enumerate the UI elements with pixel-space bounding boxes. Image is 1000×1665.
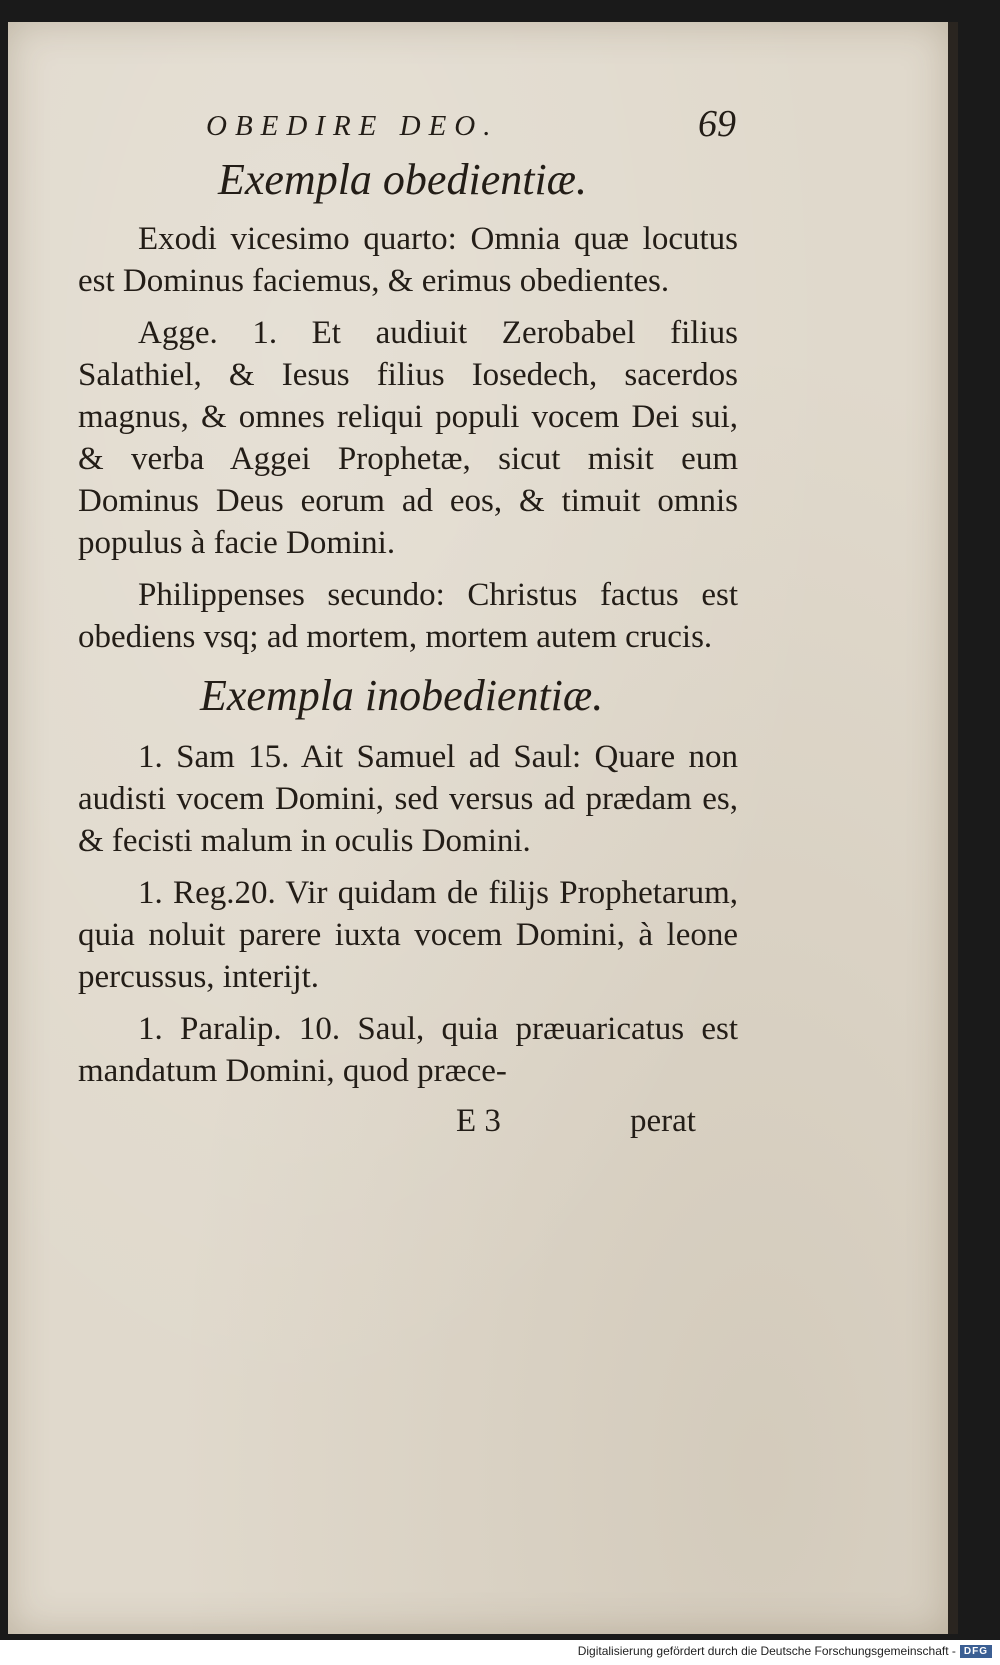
- section-heading-inobedientiae: Exempla inobedientiæ.: [200, 671, 604, 720]
- paragraph-paralipomenon: 1. Paralip. 10. Saul, quia præuaricatus est mandatum Domini, quod præce-: [78, 1011, 738, 1089]
- page-edge: [948, 22, 958, 1634]
- catchline: [78, 1100, 738, 1146]
- dfg-logo: DFG: [960, 1645, 992, 1658]
- paragraph-exodus: Exodi vicesimo quarto: Omnia quæ locutus est Dominus faciemus, & erimus obedientes.: [78, 221, 738, 299]
- page-number: 69: [698, 103, 736, 145]
- paragraph-regum: 1. Reg.20. Vir quidam de filijs Prophetarum, quia noluit parere iuxta vocem Domini, à leone percussus, interijt.: [78, 875, 738, 995]
- paragraph-samuel: 1. Sam 15. Ait Samuel ad Saul: Quare non audisti vocem Domini, sed versus ad prædam es, & fecisti malum in oculis Domini.: [78, 739, 738, 859]
- running-title: OBEDIRE DEO.: [206, 110, 499, 142]
- credit-text: Digitalisierung gefördert durch die Deutsche Forschungsgemeinschaft -: [577, 1644, 956, 1658]
- running-head: [78, 92, 738, 152]
- text-block: [78, 92, 738, 1146]
- catchword: perat: [630, 1103, 696, 1139]
- signature-mark: E 3: [456, 1103, 501, 1139]
- section-heading-obedientiae: Exempla obedientiæ.: [218, 155, 588, 204]
- paragraph-aggeus: Agge. 1. Et audiuit Zerobabel filius Salathiel, & Iesus filius Iosedech, sacerdos magnus, & omnes reliqui populi vocem Dei sui, & verba Aggei Prophetæ, sicut misit eum Dominus Deus eorum ad eos, & timuit omnis populus à facie Domini.: [78, 315, 738, 561]
- book-page: [8, 22, 948, 1634]
- digitization-credit: [578, 1644, 992, 1658]
- paragraph-philippenses: Philippenses secundo: Christus factus est obediens vsq; ad mortem, mortem autem crucis.: [78, 577, 738, 655]
